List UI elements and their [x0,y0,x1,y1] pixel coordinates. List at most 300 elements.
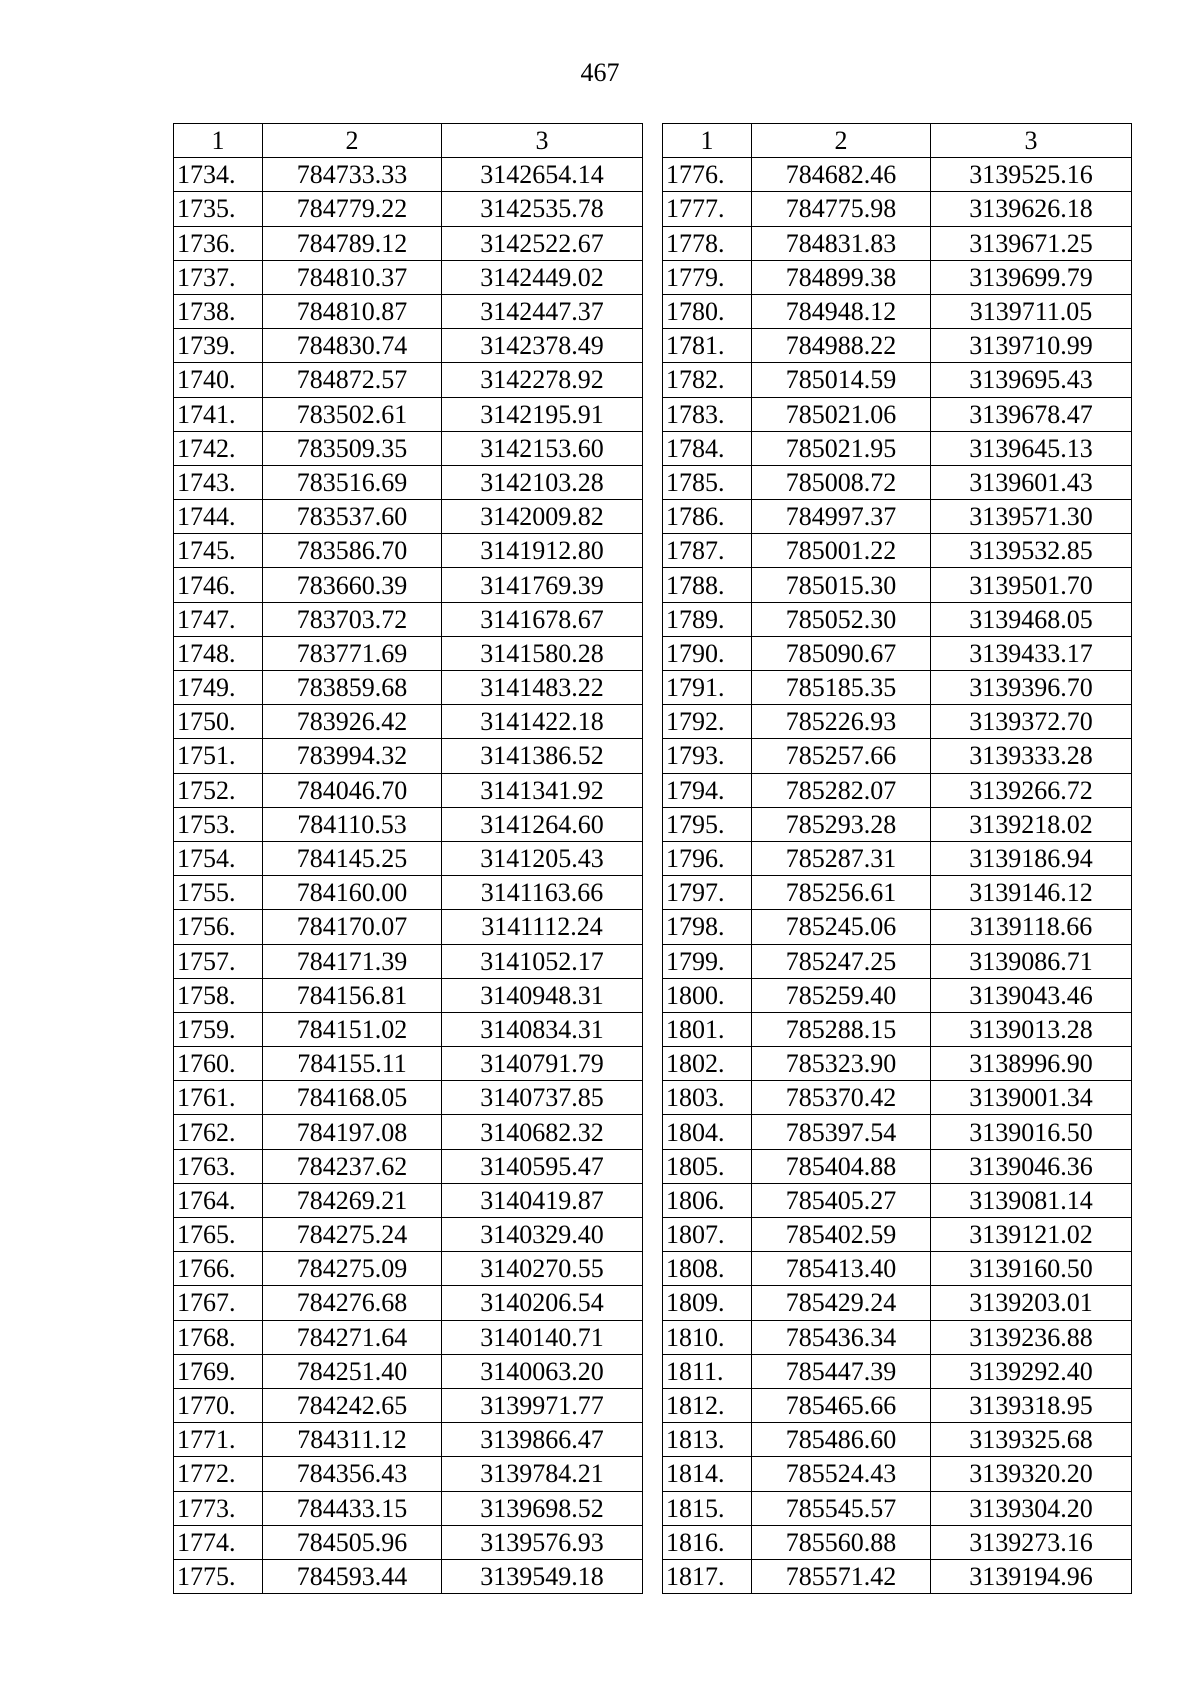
x-coordinate-cell: 785370.42 [752,1081,931,1115]
y-coordinate-cell: 3140270.55 [442,1252,643,1286]
x-coordinate-cell: 784155.11 [263,1047,442,1081]
table-row [663,431,1132,465]
table-row [663,910,1132,944]
y-coordinate-cell: 3139601.43 [931,465,1132,499]
table-row [663,876,1132,910]
table-row [663,1457,1132,1491]
y-coordinate-cell: 3139866.47 [442,1423,643,1457]
table-row [663,260,1132,294]
x-coordinate-cell: 785288.15 [752,1012,931,1046]
y-coordinate-cell: 3142654.14 [442,158,643,192]
table-row [663,1423,1132,1457]
table-row [174,1183,643,1217]
point-number-cell: 1780. [663,294,752,328]
x-coordinate-cell: 783660.39 [263,568,442,602]
table-row [174,1012,643,1046]
y-coordinate-cell: 3139532.85 [931,534,1132,568]
x-coordinate-cell: 784237.62 [263,1149,442,1183]
table-row [174,260,643,294]
point-number-cell: 1817. [663,1559,752,1593]
point-number-cell: 1764. [174,1183,263,1217]
point-number-cell: 1763. [174,1149,263,1183]
point-number-cell: 1758. [174,978,263,1012]
point-number-cell: 1802. [663,1047,752,1081]
point-number-cell: 1768. [174,1320,263,1354]
table-row [663,944,1132,978]
table-row [174,1388,643,1422]
table-row [663,773,1132,807]
x-coordinate-cell: 784830.74 [263,329,442,363]
x-coordinate-cell: 784789.12 [263,226,442,260]
x-coordinate-cell: 784156.81 [263,978,442,1012]
x-coordinate-cell: 784872.57 [263,363,442,397]
x-coordinate-cell: 783994.32 [263,739,442,773]
point-number-cell: 1804. [663,1115,752,1149]
y-coordinate-cell: 3139186.94 [931,841,1132,875]
y-coordinate-cell: 3139525.16 [931,158,1132,192]
y-coordinate-cell: 3139333.28 [931,739,1132,773]
x-coordinate-cell: 785256.61 [752,876,931,910]
table-row [174,910,643,944]
y-coordinate-cell: 3139710.99 [931,329,1132,363]
point-number-cell: 1743. [174,465,263,499]
point-number-cell: 1773. [174,1491,263,1525]
point-number-cell: 1787. [663,534,752,568]
y-coordinate-cell: 3139645.13 [931,431,1132,465]
x-coordinate-cell: 784151.02 [263,1012,442,1046]
column-header: 3 [442,124,643,158]
x-coordinate-cell: 784160.00 [263,876,442,910]
y-coordinate-cell: 3139046.36 [931,1149,1132,1183]
x-coordinate-cell: 784948.12 [752,294,931,328]
x-coordinate-cell: 783502.61 [263,397,442,431]
point-number-cell: 1792. [663,705,752,739]
table-row [174,329,643,363]
x-coordinate-cell: 784251.40 [263,1354,442,1388]
point-number-cell: 1790. [663,636,752,670]
x-coordinate-cell: 785021.06 [752,397,931,431]
x-coordinate-cell: 783926.42 [263,705,442,739]
x-coordinate-cell: 785413.40 [752,1252,931,1286]
point-number-cell: 1778. [663,226,752,260]
point-number-cell: 1786. [663,500,752,534]
table-row [174,1423,643,1457]
table-row [663,1320,1132,1354]
x-coordinate-cell: 785090.67 [752,636,931,670]
y-coordinate-cell: 3141052.17 [442,944,643,978]
x-coordinate-cell: 784145.25 [263,841,442,875]
x-coordinate-cell: 784269.21 [263,1183,442,1217]
y-coordinate-cell: 3141678.67 [442,602,643,636]
y-coordinate-cell: 3139784.21 [442,1457,643,1491]
table-row [174,1149,643,1183]
table-row [174,705,643,739]
table-row [663,363,1132,397]
x-coordinate-cell: 785571.42 [752,1559,931,1593]
table-row [663,1354,1132,1388]
table-row [663,1183,1132,1217]
table-row [663,807,1132,841]
point-number-cell: 1782. [663,363,752,397]
x-coordinate-cell: 785008.72 [752,465,931,499]
x-coordinate-cell: 784170.07 [263,910,442,944]
point-number-cell: 1800. [663,978,752,1012]
y-coordinate-cell: 3141769.39 [442,568,643,602]
table-row [174,1286,643,1320]
y-coordinate-cell: 3139320.20 [931,1457,1132,1491]
point-number-cell: 1756. [174,910,263,944]
point-number-cell: 1757. [174,944,263,978]
table-row [663,1525,1132,1559]
y-coordinate-cell: 3142153.60 [442,431,643,465]
y-coordinate-cell: 3139236.88 [931,1320,1132,1354]
y-coordinate-cell: 3139678.47 [931,397,1132,431]
y-coordinate-cell: 3139292.40 [931,1354,1132,1388]
column-header: 1 [663,124,752,158]
column-header: 2 [752,124,931,158]
y-coordinate-cell: 3140791.79 [442,1047,643,1081]
y-coordinate-cell: 3140063.20 [442,1354,643,1388]
x-coordinate-cell: 783537.60 [263,500,442,534]
point-number-cell: 1801. [663,1012,752,1046]
y-coordinate-cell: 3139971.77 [442,1388,643,1422]
point-number-cell: 1785. [663,465,752,499]
x-coordinate-cell: 785397.54 [752,1115,931,1149]
table-row [174,1218,643,1252]
y-coordinate-cell: 3139626.18 [931,192,1132,226]
y-coordinate-cell: 3139468.05 [931,602,1132,636]
y-coordinate-cell: 3139146.12 [931,876,1132,910]
y-coordinate-cell: 3142195.91 [442,397,643,431]
point-number-cell: 1734. [174,158,263,192]
point-number-cell: 1769. [174,1354,263,1388]
table-row [174,944,643,978]
x-coordinate-cell: 784775.98 [752,192,931,226]
y-coordinate-cell: 3139695.43 [931,363,1132,397]
table-row [174,739,643,773]
x-coordinate-cell: 784311.12 [263,1423,442,1457]
x-coordinate-cell: 783771.69 [263,636,442,670]
x-coordinate-cell: 785405.27 [752,1183,931,1217]
point-number-cell: 1736. [174,226,263,260]
table-row [663,739,1132,773]
table-row [663,1286,1132,1320]
coordinates-table-left [173,123,643,1594]
table-row [663,158,1132,192]
point-number-cell: 1765. [174,1218,263,1252]
x-coordinate-cell: 784171.39 [263,944,442,978]
x-coordinate-cell: 783586.70 [263,534,442,568]
point-number-cell: 1805. [663,1149,752,1183]
table-row [174,534,643,568]
point-number-cell: 1746. [174,568,263,602]
header-row [663,124,1132,158]
x-coordinate-cell: 785247.25 [752,944,931,978]
x-coordinate-cell: 784110.53 [263,807,442,841]
table-row [663,636,1132,670]
point-number-cell: 1752. [174,773,263,807]
x-coordinate-cell: 784275.24 [263,1218,442,1252]
y-coordinate-cell: 3142278.92 [442,363,643,397]
table-row [174,1047,643,1081]
table-row [663,500,1132,534]
point-number-cell: 1759. [174,1012,263,1046]
table-row [663,705,1132,739]
point-number-cell: 1737. [174,260,263,294]
table-row [663,602,1132,636]
point-number-cell: 1796. [663,841,752,875]
y-coordinate-cell: 3139699.79 [931,260,1132,294]
y-coordinate-cell: 3140419.87 [442,1183,643,1217]
point-number-cell: 1744. [174,500,263,534]
x-coordinate-cell: 785245.06 [752,910,931,944]
y-coordinate-cell: 3139273.16 [931,1525,1132,1559]
table-row [174,841,643,875]
x-coordinate-cell: 785429.24 [752,1286,931,1320]
x-coordinate-cell: 785402.59 [752,1218,931,1252]
table-row [174,1320,643,1354]
table-row [174,636,643,670]
table-row [174,568,643,602]
x-coordinate-cell: 785293.28 [752,807,931,841]
table-row [174,1354,643,1388]
y-coordinate-cell: 3139372.70 [931,705,1132,739]
table-row [174,1115,643,1149]
table-row [663,568,1132,602]
x-coordinate-cell: 784276.68 [263,1286,442,1320]
point-number-cell: 1797. [663,876,752,910]
y-coordinate-cell: 3140737.85 [442,1081,643,1115]
y-coordinate-cell: 3139318.95 [931,1388,1132,1422]
column-header: 2 [263,124,442,158]
y-coordinate-cell: 3141386.52 [442,739,643,773]
y-coordinate-cell: 3142009.82 [442,500,643,534]
x-coordinate-cell: 783509.35 [263,431,442,465]
table-row [174,500,643,534]
point-number-cell: 1810. [663,1320,752,1354]
table-row [174,226,643,260]
y-coordinate-cell: 3139218.02 [931,807,1132,841]
x-coordinate-cell: 785021.95 [752,431,931,465]
table-row [174,1457,643,1491]
point-number-cell: 1779. [663,260,752,294]
x-coordinate-cell: 785001.22 [752,534,931,568]
table-row [663,671,1132,705]
x-coordinate-cell: 784168.05 [263,1081,442,1115]
point-number-cell: 1748. [174,636,263,670]
point-number-cell: 1760. [174,1047,263,1081]
x-coordinate-cell: 783516.69 [263,465,442,499]
y-coordinate-cell: 3140206.54 [442,1286,643,1320]
x-coordinate-cell: 785323.90 [752,1047,931,1081]
y-coordinate-cell: 3139304.20 [931,1491,1132,1525]
x-coordinate-cell: 783703.72 [263,602,442,636]
x-coordinate-cell: 785404.88 [752,1149,931,1183]
point-number-cell: 1776. [663,158,752,192]
y-coordinate-cell: 3139433.17 [931,636,1132,670]
point-number-cell: 1771. [174,1423,263,1457]
y-coordinate-cell: 3139121.02 [931,1218,1132,1252]
point-number-cell: 1788. [663,568,752,602]
x-coordinate-cell: 785560.88 [752,1525,931,1559]
y-coordinate-cell: 3139001.34 [931,1081,1132,1115]
point-number-cell: 1753. [174,807,263,841]
table-row [663,192,1132,226]
table-row [663,1388,1132,1422]
point-number-cell: 1784. [663,431,752,465]
column-header: 3 [931,124,1132,158]
y-coordinate-cell: 3140948.31 [442,978,643,1012]
y-coordinate-cell: 3139501.70 [931,568,1132,602]
y-coordinate-cell: 3141163.66 [442,876,643,910]
point-number-cell: 1749. [174,671,263,705]
x-coordinate-cell: 784988.22 [752,329,931,363]
x-coordinate-cell: 785287.31 [752,841,931,875]
point-number-cell: 1814. [663,1457,752,1491]
x-coordinate-cell: 784997.37 [752,500,931,534]
point-number-cell: 1775. [174,1559,263,1593]
table-row [174,876,643,910]
y-coordinate-cell: 3139043.46 [931,978,1132,1012]
y-coordinate-cell: 3140834.31 [442,1012,643,1046]
x-coordinate-cell: 784810.37 [263,260,442,294]
point-number-cell: 1789. [663,602,752,636]
point-number-cell: 1741. [174,397,263,431]
point-number-cell: 1808. [663,1252,752,1286]
y-coordinate-cell: 3142449.02 [442,260,643,294]
y-coordinate-cell: 3141422.18 [442,705,643,739]
point-number-cell: 1739. [174,329,263,363]
y-coordinate-cell: 3139571.30 [931,500,1132,534]
point-number-cell: 1807. [663,1218,752,1252]
y-coordinate-cell: 3139325.68 [931,1423,1132,1457]
y-coordinate-cell: 3141205.43 [442,841,643,875]
x-coordinate-cell: 784275.09 [263,1252,442,1286]
table-row [174,465,643,499]
x-coordinate-cell: 784899.38 [752,260,931,294]
table-row [663,329,1132,363]
x-coordinate-cell: 785436.34 [752,1320,931,1354]
table-row [174,1081,643,1115]
y-coordinate-cell: 3140595.47 [442,1149,643,1183]
table-row [174,158,643,192]
column-header: 1 [174,124,263,158]
x-coordinate-cell: 784779.22 [263,192,442,226]
table-row [174,363,643,397]
table-row [174,1252,643,1286]
table-row [663,1491,1132,1525]
point-number-cell: 1772. [174,1457,263,1491]
table-row [174,1525,643,1559]
table-row [174,192,643,226]
y-coordinate-cell: 3139160.50 [931,1252,1132,1286]
y-coordinate-cell: 3139266.72 [931,773,1132,807]
x-coordinate-cell: 785524.43 [752,1457,931,1491]
y-coordinate-cell: 3139203.01 [931,1286,1132,1320]
table-row [663,1559,1132,1593]
x-coordinate-cell: 784046.70 [263,773,442,807]
header-row [174,124,643,158]
y-coordinate-cell: 3139013.28 [931,1012,1132,1046]
y-coordinate-cell: 3139549.18 [442,1559,643,1593]
x-coordinate-cell: 785282.07 [752,773,931,807]
page-number: 467 [580,58,620,87]
x-coordinate-cell: 785015.30 [752,568,931,602]
x-coordinate-cell: 784682.46 [752,158,931,192]
table-row [663,978,1132,1012]
y-coordinate-cell: 3142535.78 [442,192,643,226]
table-row [174,397,643,431]
point-number-cell: 1750. [174,705,263,739]
table-row [663,1218,1132,1252]
table-row [663,1252,1132,1286]
y-coordinate-cell: 3139396.70 [931,671,1132,705]
y-coordinate-cell: 3141912.80 [442,534,643,568]
point-number-cell: 1812. [663,1388,752,1422]
point-number-cell: 1803. [663,1081,752,1115]
point-number-cell: 1766. [174,1252,263,1286]
point-number-cell: 1815. [663,1491,752,1525]
point-number-cell: 1770. [174,1388,263,1422]
y-coordinate-cell: 3139081.14 [931,1183,1132,1217]
y-coordinate-cell: 3139576.93 [442,1525,643,1559]
x-coordinate-cell: 784242.65 [263,1388,442,1422]
x-coordinate-cell: 784733.33 [263,158,442,192]
point-number-cell: 1761. [174,1081,263,1115]
table-row [663,1081,1132,1115]
point-number-cell: 1781. [663,329,752,363]
point-number-cell: 1813. [663,1423,752,1457]
point-number-cell: 1767. [174,1286,263,1320]
x-coordinate-cell: 785447.39 [752,1354,931,1388]
point-number-cell: 1735. [174,192,263,226]
table-row [663,397,1132,431]
point-number-cell: 1798. [663,910,752,944]
y-coordinate-cell: 3140329.40 [442,1218,643,1252]
y-coordinate-cell: 3138996.90 [931,1047,1132,1081]
point-number-cell: 1755. [174,876,263,910]
x-coordinate-cell: 784271.64 [263,1320,442,1354]
table-row [174,807,643,841]
point-number-cell: 1745. [174,534,263,568]
point-number-cell: 1809. [663,1286,752,1320]
table-row [663,534,1132,568]
point-number-cell: 1740. [174,363,263,397]
table-row [174,1491,643,1525]
point-number-cell: 1751. [174,739,263,773]
y-coordinate-cell: 3139671.25 [931,226,1132,260]
y-coordinate-cell: 3139194.96 [931,1559,1132,1593]
point-number-cell: 1783. [663,397,752,431]
x-coordinate-cell: 785257.66 [752,739,931,773]
y-coordinate-cell: 3141341.92 [442,773,643,807]
y-coordinate-cell: 3139698.52 [442,1491,643,1525]
table-row [663,226,1132,260]
point-number-cell: 1762. [174,1115,263,1149]
x-coordinate-cell: 784505.96 [263,1525,442,1559]
y-coordinate-cell: 3142103.28 [442,465,643,499]
x-coordinate-cell: 783859.68 [263,671,442,705]
table-row [174,671,643,705]
point-number-cell: 1777. [663,192,752,226]
table-row [663,841,1132,875]
y-coordinate-cell: 3142378.49 [442,329,643,363]
x-coordinate-cell: 785185.35 [752,671,931,705]
x-coordinate-cell: 785014.59 [752,363,931,397]
table-row [663,1115,1132,1149]
table-row [174,294,643,328]
table-row [663,465,1132,499]
